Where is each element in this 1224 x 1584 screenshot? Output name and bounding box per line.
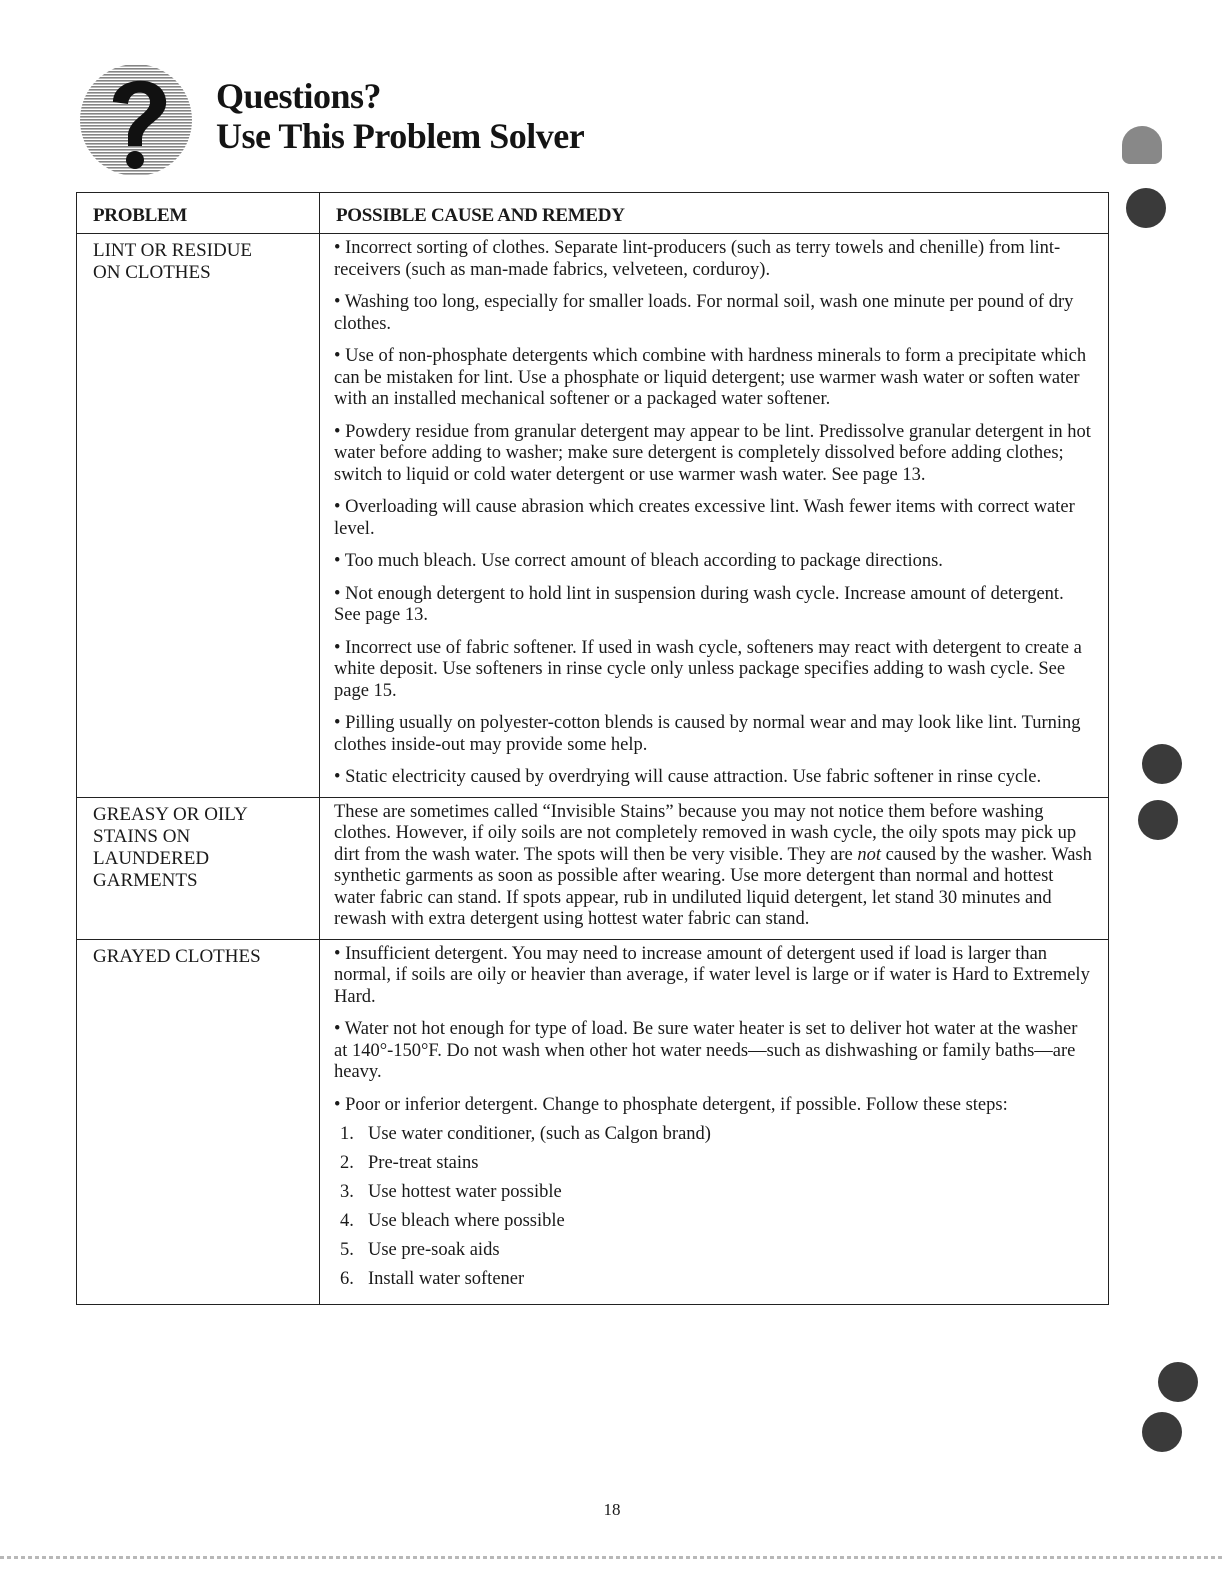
remedy-item: • Not enough detergent to hold lint in suspension during wash cycle. Increase amount of detergent. See page 13. bbox=[334, 583, 1064, 625]
problem-cell bbox=[77, 939, 320, 1305]
remedy-item: • Pilling usually on polyester-cotton blends is caused by normal wear and may look like lint. Turning clothes inside-out may provide some help. bbox=[334, 713, 1081, 755]
scan-artifact bbox=[1122, 126, 1162, 164]
step-number: 1. bbox=[340, 1124, 354, 1144]
problem-cell bbox=[77, 797, 320, 939]
remedy-item: • Poor or inferior detergent. Change to phosphate detergent, if possible. Follow these steps: bbox=[334, 1094, 1008, 1115]
problem-label: LINT OR RESIDUE bbox=[93, 240, 253, 261]
list-item bbox=[340, 1265, 1092, 1294]
step-number: 3. bbox=[340, 1182, 354, 1202]
step-number: 2. bbox=[340, 1153, 354, 1173]
problem-label: GRAYED CLOTHES bbox=[93, 945, 261, 967]
list-item bbox=[340, 1120, 1092, 1149]
binder-hole bbox=[1142, 744, 1182, 784]
binder-hole bbox=[1138, 800, 1178, 840]
list-item bbox=[340, 1236, 1092, 1265]
binder-hole bbox=[1142, 1412, 1182, 1452]
step-text: Use water conditioner, (such as Calgon brand) bbox=[368, 1124, 711, 1144]
remedy-item: • Powdery residue from granular detergent may appear to be lint. Predissolve granular detergent in hot water before adding to washer; make sure detergent is completely dissolved before adding clothes; switch to liquid or cold water detergent or use warmer wash water. See page 13. bbox=[334, 421, 1091, 485]
binder-hole bbox=[1158, 1362, 1198, 1402]
question-mark-icon bbox=[78, 62, 198, 182]
step-text: Pre-treat stains bbox=[368, 1153, 479, 1173]
page-header bbox=[78, 62, 778, 182]
step-number: 4. bbox=[340, 1211, 354, 1231]
step-text: Use pre-soak aids bbox=[368, 1240, 500, 1260]
remedy-item: • Too much bleach. Use correct amount of bleach according to package directions. bbox=[334, 551, 943, 571]
column-header-remedy: POSSIBLE CAUSE AND REMEDY bbox=[320, 193, 1109, 234]
remedy-item: • Incorrect use of fabric softener. If used in wash cycle, softeners may react with detergent to create a white deposit. Use softeners in rinse cycle only unless package specifies adding to wash cycle. See page 15. bbox=[334, 637, 1082, 701]
table-row bbox=[77, 797, 1109, 939]
problem-solver-table bbox=[76, 192, 1108, 1305]
remedy-cell bbox=[320, 797, 1109, 939]
remedy-text: caused by the washer. Wash synthetic garments as soon as possible after wearing. Use more detergent than normal and hottest water fabric can stand. If spots appear, rub in undiluted liquid detergent, let stand 30 minutes and rewash with extra detergent using hottest water fabric can stand. bbox=[334, 844, 1092, 929]
scan-artifact bbox=[0, 1556, 1224, 1559]
title-line-2: Use This Problem Solver bbox=[216, 116, 585, 156]
problem-label: GARMENTS bbox=[93, 869, 198, 891]
step-text: Use bleach where possible bbox=[368, 1211, 565, 1231]
remedy-emphasis: not bbox=[857, 844, 881, 865]
steps-list bbox=[340, 1120, 1092, 1294]
list-item bbox=[340, 1149, 1092, 1178]
problem-label: STAINS ON bbox=[93, 825, 191, 847]
table-row bbox=[77, 234, 1109, 798]
column-header-problem: PROBLEM bbox=[77, 193, 320, 234]
table-row bbox=[77, 939, 1109, 1305]
page-title bbox=[216, 76, 584, 156]
remedy-item: • Water not hot enough for type of load. Be sure water heater is set to deliver hot water at the washer at 140°-150°F. Do not wash when other hot water needs—such as dishwashing or family baths—are heavy. bbox=[334, 1019, 1078, 1082]
step-text: Install water softener bbox=[368, 1269, 525, 1289]
problem-label: ON CLOTHES bbox=[93, 262, 211, 283]
problem-label: GREASY OR OILY bbox=[93, 803, 248, 825]
remedy-text: These are sometimes called “Invisible Stains” because you may not notice them before washing clothes. However, if oily soils are not completely removed in wash cycle, the oily spots may pick up dirt from the wash water. The spots will then be very visible. They are bbox=[334, 801, 1077, 865]
remedy-item: • Use of non-phosphate detergents which combine with hardness minerals to form a precipitate which can be mistaken for lint. Use a phosphate or liquid detergent; use warmer wash water or soften water with an installed mechanical softener or a packaged water softener. bbox=[334, 346, 1087, 409]
step-text: Use hottest water possible bbox=[368, 1182, 562, 1202]
page-number: 18 bbox=[603, 1500, 621, 1519]
table-header-row bbox=[77, 193, 1109, 234]
remedy-item bbox=[334, 802, 1092, 931]
step-number: 5. bbox=[340, 1240, 354, 1260]
remedy-cell bbox=[320, 939, 1109, 1305]
title-line-1: Questions? bbox=[216, 76, 382, 116]
remedy-item: • Incorrect sorting of clothes. Separate lint-producers (such as terry towels and chenille) from lint-receivers (such as man-made fabrics, velveteen, corduroy). bbox=[334, 238, 1061, 280]
remedy-item: • Overloading will cause abrasion which creates excessive lint. Wash fewer items with correct water level. bbox=[334, 497, 1075, 539]
list-item bbox=[340, 1178, 1092, 1207]
remedy-item: • Static electricity caused by overdrying will cause attraction. Use fabric softener in rinse cycle. bbox=[334, 767, 1042, 787]
problem-cell bbox=[77, 234, 320, 798]
problem-label: LAUNDERED bbox=[93, 847, 210, 869]
remedy-cell bbox=[320, 234, 1109, 798]
remedy-item: • Washing too long, especially for smaller loads. For normal soil, wash one minute per pound of dry clothes. bbox=[334, 292, 1074, 334]
step-number: 6. bbox=[340, 1269, 354, 1289]
binder-hole bbox=[1126, 188, 1166, 228]
list-item bbox=[340, 1207, 1092, 1236]
remedy-item: • Insufficient detergent. You may need to increase amount of detergent used if load is larger than normal, if soils are oily or heavier than average, if water level is large or if water is Hard to Extremely Hard. bbox=[334, 943, 1090, 1007]
